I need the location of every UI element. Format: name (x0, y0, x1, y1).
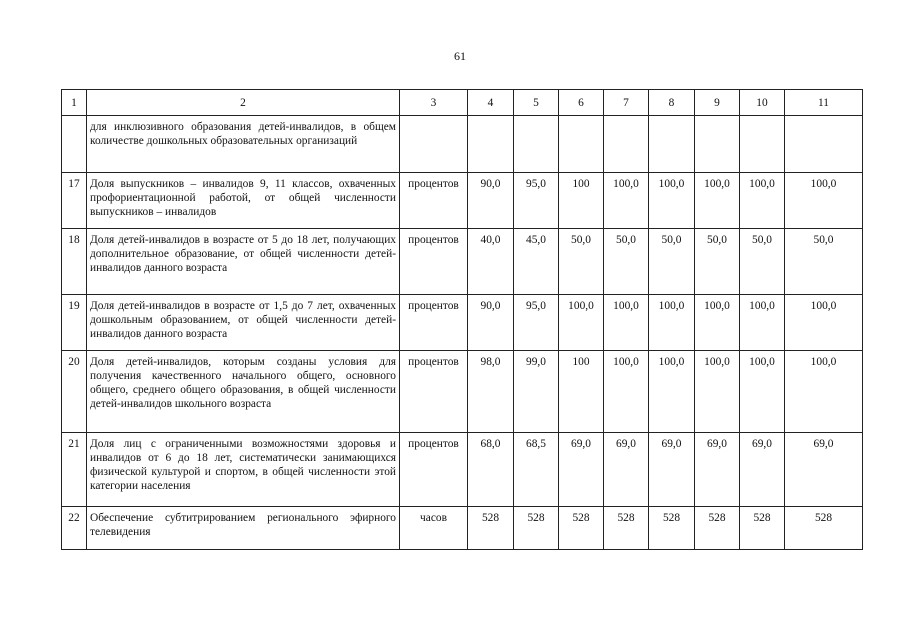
value-cell: 68,0 (468, 433, 514, 507)
value-cell: 528 (785, 507, 863, 550)
table-row (62, 507, 863, 550)
value-cell: 100,0 (695, 173, 740, 229)
indicator-description-cell: Доля детей-инвалидов в возрасте от 5 до 18 лет, получающих дополнительное образование, от общей численности детей-инвалидов данного возраста (87, 229, 400, 295)
value-cell: 69,0 (740, 433, 785, 507)
indicator-description-cell: Доля детей-инвалидов в возрасте от 1,5 до 7 лет, охваченных дошкольным образованием, от общей численности детей-инвалидов данного возраста (87, 295, 400, 351)
value-cell (695, 116, 740, 173)
column-header: 6 (559, 90, 604, 116)
value-cell (514, 116, 559, 173)
value-cell: 100,0 (649, 295, 695, 351)
table-header-row (62, 90, 863, 116)
value-cell: 528 (514, 507, 559, 550)
table-row (62, 433, 863, 507)
table-row (62, 229, 863, 295)
row-number-cell: 17 (62, 173, 87, 229)
value-cell: 69,0 (559, 433, 604, 507)
indicator-description-cell: для инклюзивного образования детей-инвалидов, в общем количестве дошкольных образовательных организаций (87, 116, 400, 173)
value-cell: 69,0 (695, 433, 740, 507)
value-cell: 100,0 (604, 295, 649, 351)
column-header: 11 (785, 90, 863, 116)
column-header: 5 (514, 90, 559, 116)
value-cell: 100,0 (695, 295, 740, 351)
value-cell (468, 116, 514, 173)
indicator-description-cell: Доля детей-инвалидов, которым созданы условия для получения качественного начального общего, основного общего, среднего общего образования, в общей численности детей-инвалидов школьного возраста (87, 351, 400, 433)
value-cell (649, 116, 695, 173)
unit-cell: процентов (400, 433, 468, 507)
column-header: 1 (62, 90, 87, 116)
value-cell (740, 116, 785, 173)
value-cell: 100,0 (559, 295, 604, 351)
value-cell: 69,0 (785, 433, 863, 507)
value-cell: 95,0 (514, 173, 559, 229)
value-cell: 528 (649, 507, 695, 550)
indicator-description-cell: Доля лиц с ограниченными возможностями здоровья и инвалидов от 6 до 18 лет, систематически занимающихся физической культурой и спортом, в общей численности этой категории населения (87, 433, 400, 507)
value-cell (559, 116, 604, 173)
value-cell: 100,0 (740, 295, 785, 351)
value-cell: 50,0 (559, 229, 604, 295)
value-cell: 99,0 (514, 351, 559, 433)
value-cell: 100,0 (604, 173, 649, 229)
page-number: 61 (454, 49, 466, 63)
unit-cell: процентов (400, 351, 468, 433)
column-header: 9 (695, 90, 740, 116)
column-header: 3 (400, 90, 468, 116)
value-cell: 100,0 (740, 351, 785, 433)
table-row (62, 173, 863, 229)
value-cell (604, 116, 649, 173)
row-number-cell: 18 (62, 229, 87, 295)
value-cell: 100 (559, 351, 604, 433)
value-cell: 528 (559, 507, 604, 550)
value-cell: 50,0 (604, 229, 649, 295)
unit-cell: процентов (400, 295, 468, 351)
value-cell: 100,0 (695, 351, 740, 433)
value-cell: 45,0 (514, 229, 559, 295)
value-cell: 100,0 (604, 351, 649, 433)
row-number-cell: 19 (62, 295, 87, 351)
unit-cell: процентов (400, 173, 468, 229)
table-row (62, 116, 863, 173)
value-cell: 69,0 (604, 433, 649, 507)
table-row (62, 351, 863, 433)
value-cell: 69,0 (649, 433, 695, 507)
indicator-description-cell: Обеспечение субтитрированием регионального эфирного телевидения (87, 507, 400, 550)
value-cell: 528 (695, 507, 740, 550)
column-header: 2 (87, 90, 400, 116)
value-cell: 50,0 (785, 229, 863, 295)
value-cell: 95,0 (514, 295, 559, 351)
indicators-table (61, 89, 863, 550)
column-header: 7 (604, 90, 649, 116)
row-number-cell (62, 116, 87, 173)
value-cell: 100,0 (740, 173, 785, 229)
value-cell: 100 (559, 173, 604, 229)
value-cell: 528 (468, 507, 514, 550)
row-number-cell: 22 (62, 507, 87, 550)
unit-cell (400, 116, 468, 173)
value-cell: 528 (604, 507, 649, 550)
value-cell: 40,0 (468, 229, 514, 295)
value-cell: 100,0 (649, 351, 695, 433)
row-number-cell: 21 (62, 433, 87, 507)
unit-cell: часов (400, 507, 468, 550)
value-cell: 90,0 (468, 173, 514, 229)
value-cell: 100,0 (785, 173, 863, 229)
value-cell: 90,0 (468, 295, 514, 351)
value-cell: 68,5 (514, 433, 559, 507)
value-cell: 100,0 (785, 295, 863, 351)
value-cell: 98,0 (468, 351, 514, 433)
unit-cell: процентов (400, 229, 468, 295)
value-cell: 50,0 (649, 229, 695, 295)
column-header: 8 (649, 90, 695, 116)
value-cell: 50,0 (695, 229, 740, 295)
value-cell: 100,0 (785, 351, 863, 433)
indicator-description-cell: Доля выпускников – инвалидов 9, 11 классов, охваченных профориентационной работой, от общей численности выпускников – инвалидов (87, 173, 400, 229)
value-cell: 50,0 (740, 229, 785, 295)
column-header: 4 (468, 90, 514, 116)
row-number-cell: 20 (62, 351, 87, 433)
value-cell (785, 116, 863, 173)
table-row (62, 295, 863, 351)
value-cell: 528 (740, 507, 785, 550)
column-header: 10 (740, 90, 785, 116)
value-cell: 100,0 (649, 173, 695, 229)
